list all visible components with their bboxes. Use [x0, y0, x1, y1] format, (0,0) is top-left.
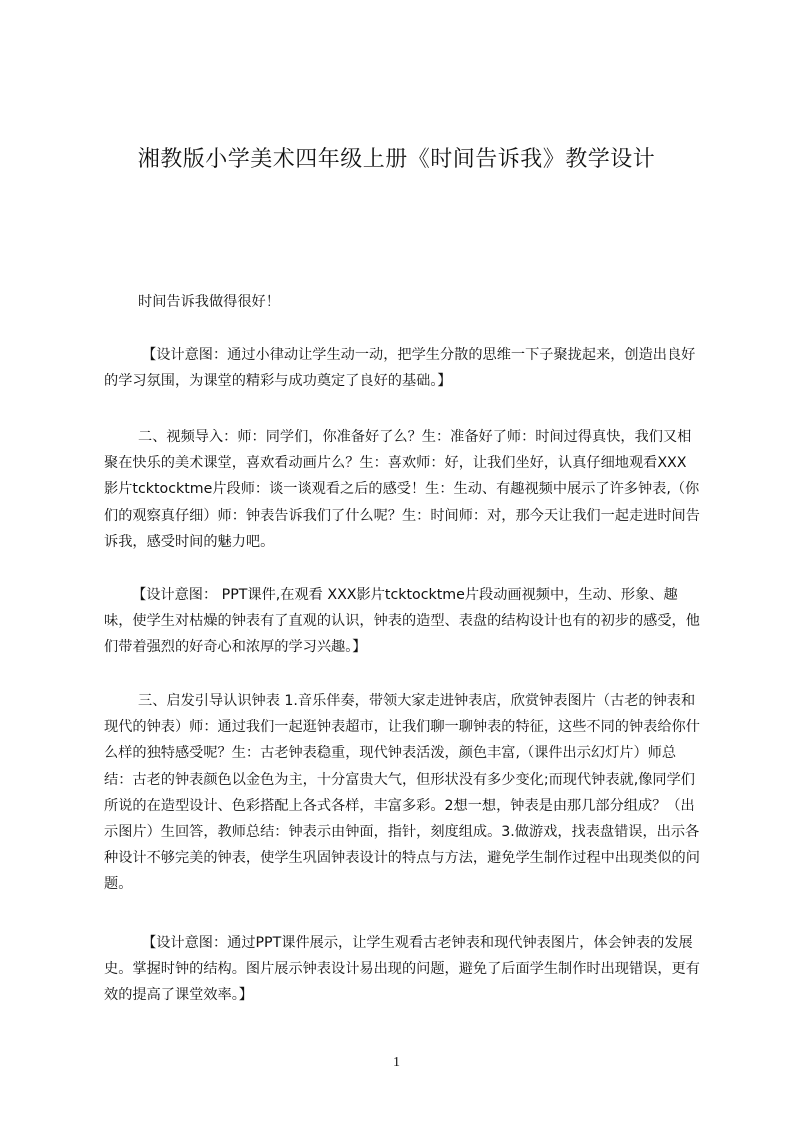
paragraph-design-intent-1: 【设计意图：通过小律动让学生动一动，把学生分散的思维一下子聚拢起来，创造出良好的学习氛围，为课堂的精彩与成功奠定了良好的基础。】 — [104, 347, 696, 390]
paragraph-design-intent-3: 【设计意图：通过PPT课件展示，让学生观看古老钟表和现代钟表图片，体会钟表的发展史。掌握时钟的结构。图片展示钟表设计易出现的问题，避免了后面学生制作时出现错误，更有效的提高了课堂效率。】 — [104, 935, 700, 1004]
document-title: 湘教版小学美术四年级上册《时间告诉我》教学设计 — [137, 147, 656, 172]
paragraph-video-intro: 二、视频导入：师：同学们，你准备好了么？生：准备好了师：时间过得真快，我们又相聚在快乐的美术课堂，喜欢看动画片么？生：喜欢师：好，让我们坐好，认真仔细地观看XXX影片tcktocktme片段师：谈一谈观看之后的感受！生：生动、有趣视频中展示了许多钟表,（你们的观察真仔细）师：钟表告诉我们了什么呢？生：时间师：对，那今天让我们一起走进时间告诉我，感受时间的魅力吧。 — [104, 429, 700, 550]
paragraph-guide-clocks: 三、启发引导认识钟表 1.音乐伴奏，带领大家走进钟表店，欣赏钟表图片（古老的钟表和现代的钟表）师：通过我们一起逛钟表超市，让我们聊一聊钟表的特征，这些不同的钟表给你什么样的独特感受呢？生：古老钟表稳重，现代钟表活泼，颜色丰富,（课件出示幻灯片）师总结：古老的钟表颜色以金色为主，十分富贵大气，但形状没有多少变化;而现代钟表就,像同学们所说的在造型设计、色彩搭配上各式各样，丰富多彩。2想一想，钟表是由那几部分组成？（出示图片）生回答，教师总结：钟表示由钟面，指针，刻度组成。3.做游戏，找表盘错误，出示各种设计不够完美的钟表，使学生巩固钟表设计的特点与方法，避免学生制作过程中出现类似的问题。 — [104, 693, 700, 893]
paragraph-design-intent-2: 【设计意图： PPT课件,在观看 XXX影片tcktocktme片段动画视频中，生动、形象、趣味，使学生对枯燥的钟表有了直观的认识，钟表的造型、表盘的结构设计也有的初步的感受，他们带着强烈的好奇心和浓厚的学习兴趣。】 — [104, 587, 700, 656]
paragraph-intro: 时间告诉我做得很好！ — [138, 294, 280, 310]
page-number: 1 — [393, 1055, 400, 1070]
